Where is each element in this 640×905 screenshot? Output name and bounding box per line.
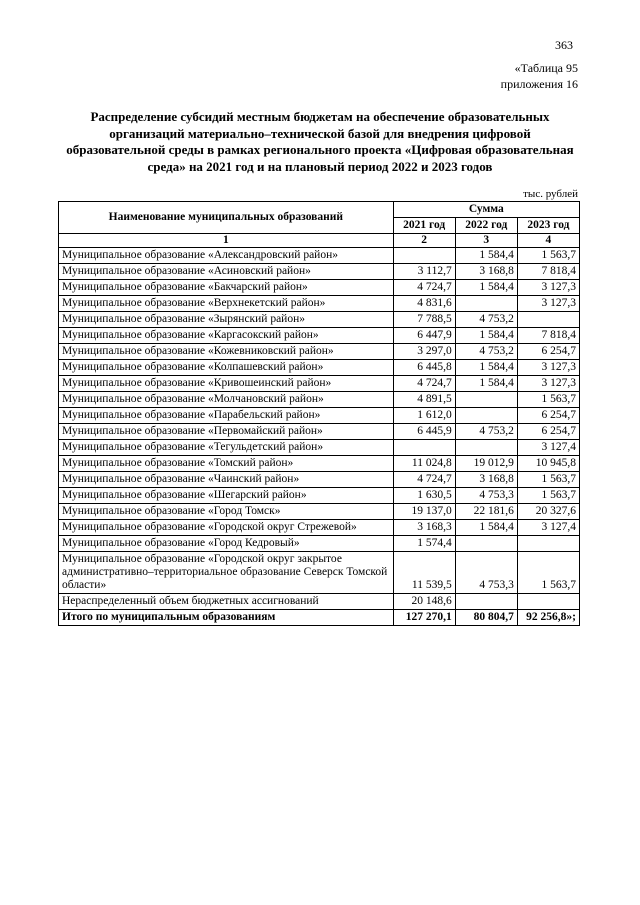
amount-2023: 6 254,7 bbox=[517, 424, 579, 440]
amount-2022: 4 753,2 bbox=[455, 344, 517, 360]
table-row bbox=[59, 424, 580, 440]
table-row bbox=[59, 376, 580, 392]
amount-2022 bbox=[455, 408, 517, 424]
table-reference-line2: приложения 16 bbox=[500, 77, 578, 91]
municipality-name: Муниципальное образование «Зырянский район» bbox=[59, 312, 394, 328]
amount-2023: 1 563,7 bbox=[517, 488, 579, 504]
page-number: 363 bbox=[555, 38, 573, 52]
municipality-name: Муниципальное образование «Первомайский район» bbox=[59, 424, 394, 440]
amount-2022: 19 012,9 bbox=[455, 456, 517, 472]
amount-2021: 4 831,6 bbox=[393, 296, 455, 312]
table-row bbox=[59, 408, 580, 424]
municipality-name: Муниципальное образование «Кривошеинский район» bbox=[59, 376, 394, 392]
amount-2022: 4 753,2 bbox=[455, 312, 517, 328]
municipality-name: Муниципальное образование «Асиновский район» bbox=[59, 264, 394, 280]
amount-2023: 7 818,4 bbox=[517, 328, 579, 344]
amount-2023: 6 254,7 bbox=[517, 408, 579, 424]
amount-2021: 4 724,7 bbox=[393, 376, 455, 392]
amount-2023: 1 563,7 bbox=[517, 392, 579, 408]
amount-2022: 3 168,8 bbox=[455, 264, 517, 280]
header-year-2023: 2023 год bbox=[517, 218, 579, 234]
amount-2023: 3 127,3 bbox=[517, 376, 579, 392]
header-year-2021: 2021 год bbox=[393, 218, 455, 234]
amount-2023: 3 127,4 bbox=[517, 440, 579, 456]
amount-2023: 6 254,7 bbox=[517, 344, 579, 360]
subsidy-table bbox=[58, 201, 580, 626]
table-row bbox=[59, 552, 580, 594]
municipality-name: Муниципальное образование «Городской округ закрытое административно–территориальное образование Северск Томской области» bbox=[59, 552, 394, 594]
municipality-name: Муниципальное образование «Молчановский район» bbox=[59, 392, 394, 408]
column-number: 3 bbox=[455, 234, 517, 248]
table-row bbox=[59, 392, 580, 408]
amount-2021: 3 168,3 bbox=[393, 520, 455, 536]
total-amount-2023: 92 256,8»; bbox=[517, 610, 579, 626]
table-row bbox=[59, 472, 580, 488]
municipality-name: Муниципальное образование «Город Кедровый» bbox=[59, 536, 394, 552]
amount-2023: 1 563,7 bbox=[517, 472, 579, 488]
table-row bbox=[59, 328, 580, 344]
amount-2022 bbox=[455, 296, 517, 312]
amount-2022: 4 753,3 bbox=[455, 552, 517, 594]
header-sum: Сумма bbox=[393, 202, 579, 218]
column-number: 1 bbox=[59, 234, 394, 248]
amount-2022: 22 181,6 bbox=[455, 504, 517, 520]
amount-2021: 4 724,7 bbox=[393, 280, 455, 296]
municipality-name: Муниципальное образование «Кожевниковский район» bbox=[59, 344, 394, 360]
municipality-name: Муниципальное образование «Парабельский район» bbox=[59, 408, 394, 424]
header-year-2022: 2022 год bbox=[455, 218, 517, 234]
amount-2022: 3 168,8 bbox=[455, 472, 517, 488]
table-row bbox=[59, 280, 580, 296]
amount-2023 bbox=[517, 312, 579, 328]
total-amount-2022: 80 804,7 bbox=[455, 610, 517, 626]
municipality-name: Муниципальное образование «Колпашевский район» bbox=[59, 360, 394, 376]
amount-2022: 1 584,4 bbox=[455, 376, 517, 392]
table-row bbox=[59, 344, 580, 360]
table-reference bbox=[501, 60, 578, 92]
table-row bbox=[59, 536, 580, 552]
municipality-name: Муниципальное образование «Верхнекетский район» bbox=[59, 296, 394, 312]
amount-2022 bbox=[455, 392, 517, 408]
amount-2021: 20 148,6 bbox=[393, 594, 455, 610]
amount-2021: 6 447,9 bbox=[393, 328, 455, 344]
municipality-name: Муниципальное образование «Александровский район» bbox=[59, 248, 394, 264]
municipality-name: Муниципальное образование «Каргасокский район» bbox=[59, 328, 394, 344]
amount-2022 bbox=[455, 536, 517, 552]
amount-2022: 1 584,4 bbox=[455, 280, 517, 296]
amount-2022: 1 584,4 bbox=[455, 520, 517, 536]
total-row bbox=[59, 610, 580, 626]
amount-2021: 7 788,5 bbox=[393, 312, 455, 328]
amount-2023: 1 563,7 bbox=[517, 248, 579, 264]
amount-2021 bbox=[393, 440, 455, 456]
amount-2022 bbox=[455, 594, 517, 610]
table-row bbox=[59, 248, 580, 264]
amount-2021: 3 112,7 bbox=[393, 264, 455, 280]
table-row bbox=[59, 504, 580, 520]
amount-2021: 3 297,0 bbox=[393, 344, 455, 360]
total-label: Итого по муниципальным образованиям bbox=[59, 610, 394, 626]
municipality-name: Муниципальное образование «Томский район» bbox=[59, 456, 394, 472]
amount-2021: 4 724,7 bbox=[393, 472, 455, 488]
municipality-name: Муниципальное образование «Бакчарский район» bbox=[59, 280, 394, 296]
column-number: 4 bbox=[517, 234, 579, 248]
municipality-name: Муниципальное образование «Город Томск» bbox=[59, 504, 394, 520]
table-row bbox=[59, 296, 580, 312]
amount-2021: 19 137,0 bbox=[393, 504, 455, 520]
table-row bbox=[59, 440, 580, 456]
municipality-name: Нераспределенный объем бюджетных ассигнований bbox=[59, 594, 394, 610]
table-body bbox=[59, 248, 580, 626]
amount-2022: 1 584,4 bbox=[455, 360, 517, 376]
column-number: 2 bbox=[393, 234, 455, 248]
amount-2021: 1 630,5 bbox=[393, 488, 455, 504]
amount-2021 bbox=[393, 248, 455, 264]
amount-2023 bbox=[517, 594, 579, 610]
amount-2023: 3 127,4 bbox=[517, 520, 579, 536]
amount-2022: 1 584,4 bbox=[455, 248, 517, 264]
amount-2021: 1 574,4 bbox=[393, 536, 455, 552]
amount-2021: 6 445,9 bbox=[393, 424, 455, 440]
amount-2023: 7 818,4 bbox=[517, 264, 579, 280]
table-row bbox=[59, 488, 580, 504]
table-reference-line1: «Таблица 95 bbox=[514, 61, 578, 75]
amount-2023: 3 127,3 bbox=[517, 296, 579, 312]
amount-2022: 4 753,2 bbox=[455, 424, 517, 440]
header-name: Наименование муниципальных образований bbox=[59, 202, 394, 234]
table-row bbox=[59, 456, 580, 472]
amount-2021: 1 612,0 bbox=[393, 408, 455, 424]
amount-2023: 20 327,6 bbox=[517, 504, 579, 520]
amount-2023 bbox=[517, 536, 579, 552]
document-title: Распределение субсидий местным бюджетам на обеспечение образовательных организаций материально–технической базой для внедрения цифровой образовательной среды в рамках регионального проекта «Цифровая образовательная среда» на 2021 год и на плановый период 2022 и 2023 годов bbox=[66, 109, 574, 174]
amount-2023: 3 127,3 bbox=[517, 280, 579, 296]
amount-2022: 1 584,4 bbox=[455, 328, 517, 344]
units-label: тыс. рублей bbox=[523, 188, 578, 200]
amount-2022 bbox=[455, 440, 517, 456]
municipality-name: Муниципальное образование «Тегульдетский район» bbox=[59, 440, 394, 456]
municipality-name: Муниципальное образование «Чаинский район» bbox=[59, 472, 394, 488]
amount-2023: 10 945,8 bbox=[517, 456, 579, 472]
amount-2022: 4 753,3 bbox=[455, 488, 517, 504]
amount-2021: 11 024,8 bbox=[393, 456, 455, 472]
table-row bbox=[59, 312, 580, 328]
table-row bbox=[59, 520, 580, 536]
table-row bbox=[59, 594, 580, 610]
amount-2021: 11 539,5 bbox=[393, 552, 455, 594]
amount-2021: 6 445,8 bbox=[393, 360, 455, 376]
total-amount-2021: 127 270,1 bbox=[393, 610, 455, 626]
amount-2023: 1 563,7 bbox=[517, 552, 579, 594]
municipality-name: Муниципальное образование «Городской округ Стрежевой» bbox=[59, 520, 394, 536]
amount-2023: 3 127,3 bbox=[517, 360, 579, 376]
municipality-name: Муниципальное образование «Шегарский район» bbox=[59, 488, 394, 504]
table-row bbox=[59, 264, 580, 280]
amount-2021: 4 891,5 bbox=[393, 392, 455, 408]
table-row bbox=[59, 360, 580, 376]
